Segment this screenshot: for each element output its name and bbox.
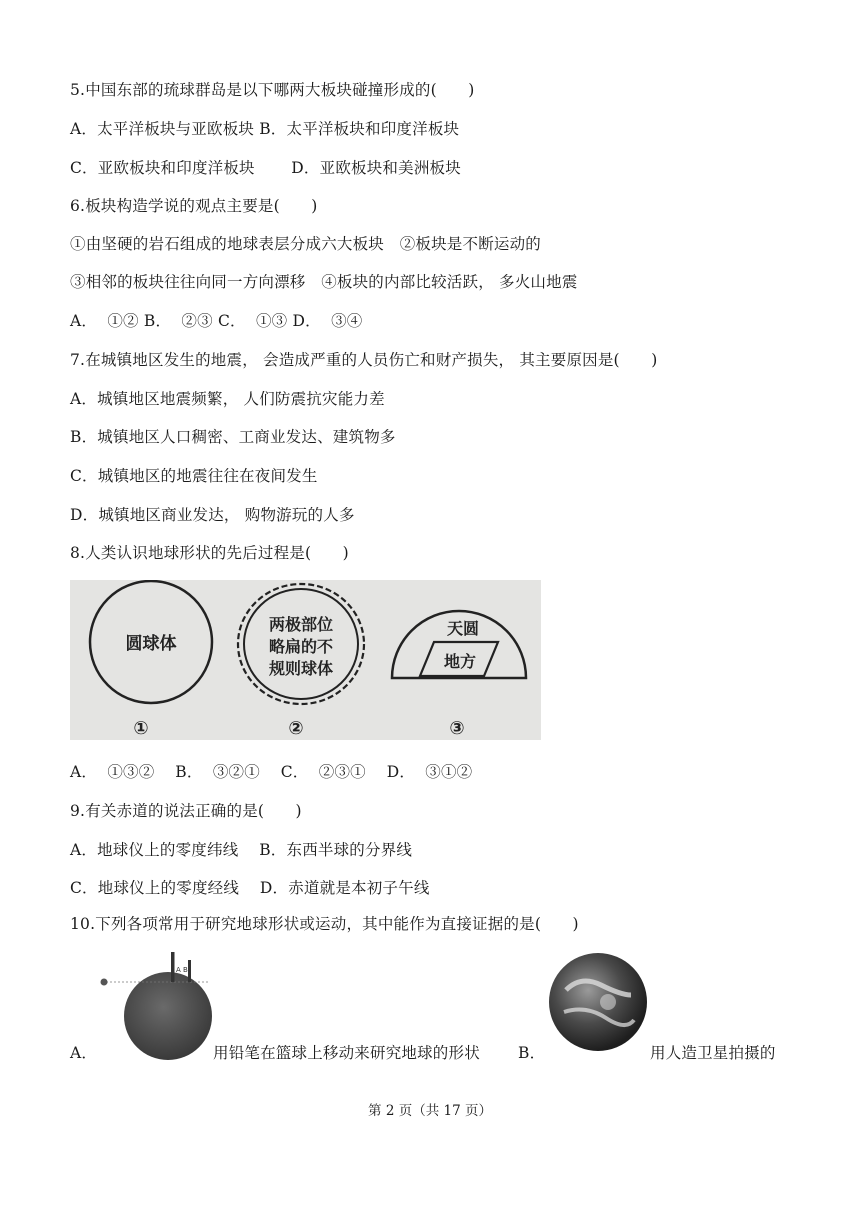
- fig-label-2-line3: 规则球体: [268, 659, 334, 678]
- q10-option-a-prefix: A．: [70, 1044, 98, 1062]
- q8-options: A． ①③② B． ③②① C． ②③① D． ③①②: [70, 763, 473, 781]
- fig-number-1: ①: [133, 718, 149, 739]
- q7-option-c: C．城镇地区的地震往往在夜间发生: [70, 467, 318, 485]
- earth-globe-icon: [549, 953, 647, 1051]
- cloud-spot: [600, 994, 616, 1010]
- pencil-b-icon: [188, 960, 191, 982]
- q7-option-b: B．城镇地区人口稠密、工商业发达、建筑物多: [70, 428, 396, 446]
- q6-statements-34: ③相邻的板块往往向同一方向漂移 ④板块的内部比较活跃， 多火山地震: [70, 273, 578, 291]
- basketball-icon: [124, 972, 212, 1060]
- fig-label-3-top: 天圆: [446, 619, 480, 638]
- q8-figure-svg: [70, 580, 541, 740]
- q10-option-b-text: 用人造卫星拍摄的: [650, 1044, 776, 1062]
- q7-option-d: D．城镇地区商业发达， 购物游玩的人多: [70, 506, 355, 524]
- q8-stem: 8.人类认识地球形状的先后过程是( ): [70, 544, 349, 562]
- q10-option-a-text: 用铅笔在篮球上移动来研究地球的形状: [213, 1044, 480, 1062]
- q10-basketball-pencil-figure: [98, 950, 216, 1062]
- q5-options-ab: A．太平洋板块与亚欧板块 B．太平洋板块和印度洋板块: [70, 120, 460, 138]
- fig-number-3: ③: [449, 718, 465, 739]
- fig-label-2-line1: 两极部位: [268, 615, 334, 634]
- q7-option-a: A．城镇地区地震频繁， 人们防震抗灾能力差: [70, 390, 385, 408]
- q6-options: A． ①② B． ②③ C． ①③ D． ③④: [70, 312, 363, 330]
- q7-stem: 7.在城镇地区发生的地震， 会造成严重的人员伤亡和财产损失， 其主要原因是( ): [70, 351, 658, 369]
- q10-stem: 10.下列各项常用于研究地球形状或运动，其中能作为直接证据的是( ): [70, 915, 579, 933]
- eye-icon: [101, 979, 108, 986]
- fig-label-1: 圆球体: [125, 634, 177, 654]
- q9-stem: 9.有关赤道的说法正确的是( ): [70, 802, 302, 820]
- pencil-marks: A B: [176, 966, 188, 974]
- fig-label-2-line2: 略扁的不: [268, 637, 334, 656]
- q8-figure-earth-shapes: [70, 580, 541, 740]
- q9-options-ab: A．地球仪上的零度纬线 B．东西半球的分界线: [70, 841, 413, 859]
- q9-options-cd: C．地球仪上的零度经线 D．赤道就是本初子午线: [70, 879, 430, 897]
- fig-label-3-bottom: 地方: [443, 652, 477, 671]
- q6-statements-12: ①由坚硬的岩石组成的地球表层分成六大板块 ②板块是不断运动的: [70, 235, 542, 253]
- q6-stem: 6.板块构造学说的观点主要是( ): [70, 197, 318, 215]
- pencil-a-icon: [171, 952, 175, 982]
- q5-options-cd: C．亚欧板块和印度洋板块 D．亚欧板块和美洲板块: [70, 159, 461, 177]
- fig-number-2: ②: [288, 718, 304, 739]
- q10-satellite-earth-figure: [546, 950, 650, 1054]
- page-footer: 第 2 页（共 17 页）: [368, 1103, 492, 1119]
- q10-option-b-prefix: B．: [518, 1044, 546, 1062]
- q5-stem: 5.中国东部的琉球群岛是以下哪两大板块碰撞形成的( ): [70, 81, 475, 99]
